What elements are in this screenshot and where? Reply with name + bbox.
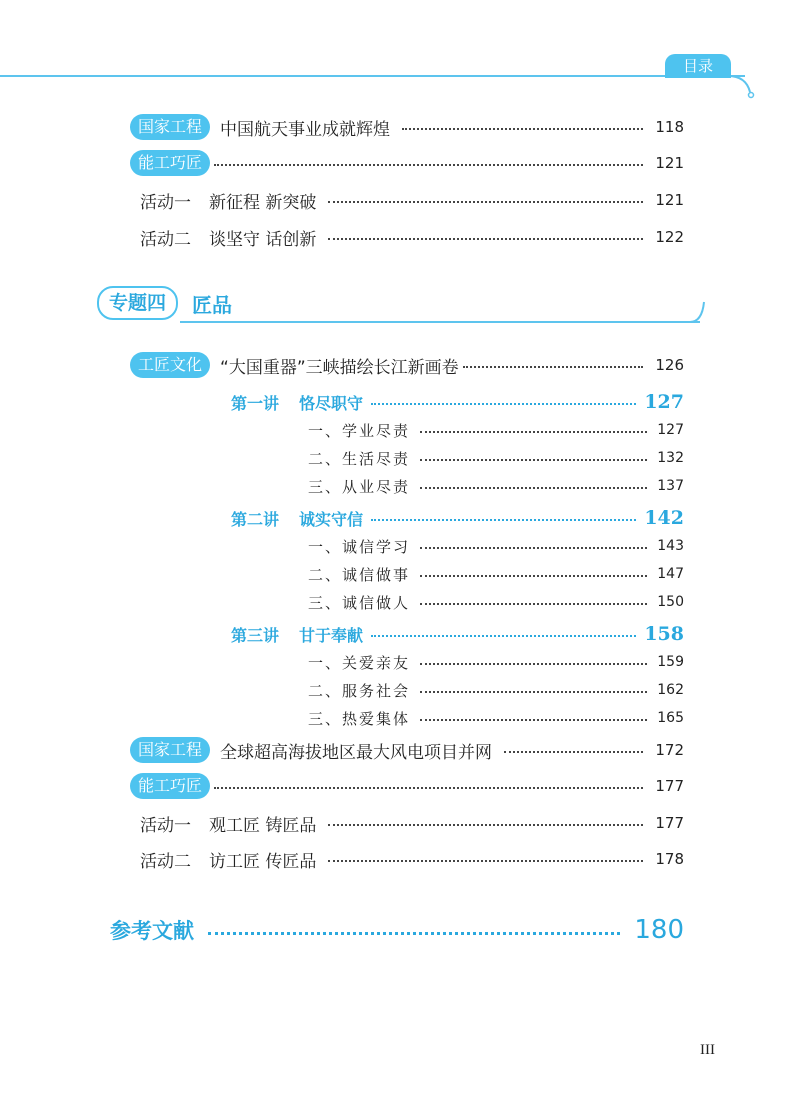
section-page: 143 [657, 538, 684, 554]
toc-entry-craft-culture[interactable] [130, 351, 684, 379]
entry-title: 全球超高海拔地区最大风电项目并网 [220, 742, 493, 763]
section-title: 一、学业尽责 [308, 421, 411, 440]
toc-section[interactable] [308, 532, 684, 560]
dot-leader [420, 459, 647, 461]
dot-leader [420, 575, 647, 577]
lecture-label: 第三讲 [231, 625, 280, 645]
header-rule [0, 75, 745, 77]
entry-page: 172 [655, 741, 684, 759]
section-page: 159 [657, 654, 684, 670]
entry-page: 121 [655, 154, 684, 172]
section-title: 二、服务社会 [308, 681, 411, 700]
topic-rule-curl [690, 300, 710, 324]
toc-section[interactable] [308, 588, 684, 616]
badge-craftsmen: 能工巧匠 [130, 150, 210, 176]
dot-leader [420, 603, 647, 605]
badge-craft-culture: 工匠文化 [130, 352, 210, 378]
toc-activity-3[interactable] [140, 809, 684, 837]
entry-page: 178 [655, 850, 684, 868]
entry-page: 122 [655, 228, 684, 246]
toc-lecture-2[interactable] [231, 504, 684, 532]
dot-leader [328, 238, 643, 240]
dot-leader [420, 487, 647, 489]
section-page: 137 [657, 478, 684, 494]
dot-leader [214, 164, 643, 166]
toc-tab: 目录 [665, 54, 731, 78]
lecture-page: 142 [644, 507, 684, 529]
dot-leader [371, 519, 636, 521]
dot-leader [420, 547, 647, 549]
section-title: 三、诚信做人 [308, 593, 411, 612]
toc-section[interactable] [308, 444, 684, 472]
section-page: 165 [657, 710, 684, 726]
badge-national-project: 国家工程 [130, 114, 210, 140]
lecture-title: 恪尽职守 [299, 393, 364, 413]
toc-section[interactable] [308, 472, 684, 500]
activity-label: 活动二 [140, 851, 191, 872]
lecture-title: 诚实守信 [299, 509, 364, 529]
page-number: III [700, 1042, 715, 1058]
toc-references[interactable] [110, 912, 684, 948]
toc-activity-2[interactable] [140, 223, 684, 251]
activity-label: 活动二 [140, 229, 191, 250]
badge-craftsmen: 能工巧匠 [130, 773, 210, 799]
dot-leader [208, 932, 620, 935]
dot-leader [328, 824, 643, 826]
dot-leader [328, 860, 643, 862]
section-page: 127 [657, 422, 684, 438]
dot-leader [402, 128, 643, 130]
topic-name: 匠品 [192, 292, 233, 317]
entry-page: 177 [655, 814, 684, 832]
topic-heading[interactable] [97, 286, 232, 320]
section-title: 一、诚信学习 [308, 537, 411, 556]
toc-section[interactable] [308, 676, 684, 704]
entry-title: “大国重器”三峡描绘长江新画卷 [220, 357, 459, 378]
section-title: 一、关爱亲友 [308, 653, 411, 672]
lecture-title: 甘于奉献 [299, 625, 364, 645]
toc-section[interactable] [308, 560, 684, 588]
toc-activity-4[interactable] [140, 845, 684, 873]
entry-page: 121 [655, 191, 684, 209]
toc-lecture-3[interactable] [231, 620, 684, 648]
toc-entry-national-project-2[interactable] [130, 736, 684, 764]
activity-title: 谈坚守 话创新 [209, 229, 317, 250]
references-page: 180 [634, 915, 684, 945]
activity-title: 观工匠 铸匠品 [209, 815, 317, 836]
section-page: 150 [657, 594, 684, 610]
lecture-label: 第二讲 [231, 509, 280, 529]
dot-leader [463, 366, 644, 368]
section-title: 二、生活尽责 [308, 449, 411, 468]
header-rule-curl [728, 62, 768, 102]
dot-leader [328, 201, 643, 203]
entry-page: 118 [655, 118, 684, 136]
toc-section[interactable] [308, 648, 684, 676]
activity-label: 活动一 [140, 815, 191, 836]
topic-rule [180, 321, 700, 323]
toc-section[interactable] [308, 704, 684, 732]
activity-title: 新征程 新突破 [209, 192, 317, 213]
dot-leader [214, 787, 643, 789]
lecture-page: 158 [644, 623, 684, 645]
toc-entry-national-project-1[interactable] [130, 113, 684, 141]
activity-label: 活动一 [140, 192, 191, 213]
toc-lecture-1[interactable] [231, 388, 684, 416]
topic-number: 专题四 [97, 286, 178, 320]
section-title: 二、诚信做事 [308, 565, 411, 584]
section-page: 162 [657, 682, 684, 698]
dot-leader [420, 663, 647, 665]
dot-leader [420, 719, 647, 721]
section-title: 三、热爱集体 [308, 709, 411, 728]
dot-leader [420, 431, 647, 433]
dot-leader [504, 751, 643, 753]
references-label: 参考文献 [110, 919, 194, 943]
toc-entry-craftsmen-1[interactable] [130, 149, 684, 177]
entry-title: 中国航天事业成就辉煌 [220, 119, 391, 140]
entry-page: 126 [655, 356, 684, 374]
dot-leader [371, 403, 636, 405]
section-page: 147 [657, 566, 684, 582]
section-page: 132 [657, 450, 684, 466]
dot-leader [420, 691, 647, 693]
lecture-page: 127 [644, 391, 684, 413]
entry-page: 177 [655, 777, 684, 795]
toc-section[interactable] [308, 416, 684, 444]
badge-national-project: 国家工程 [130, 737, 210, 763]
lecture-label: 第一讲 [231, 393, 280, 413]
dot-leader [371, 635, 636, 637]
toc-entry-craftsmen-2[interactable] [130, 772, 684, 800]
toc-activity-1[interactable] [140, 186, 684, 214]
section-title: 三、从业尽责 [308, 477, 411, 496]
activity-title: 访工匠 传匠品 [209, 851, 317, 872]
